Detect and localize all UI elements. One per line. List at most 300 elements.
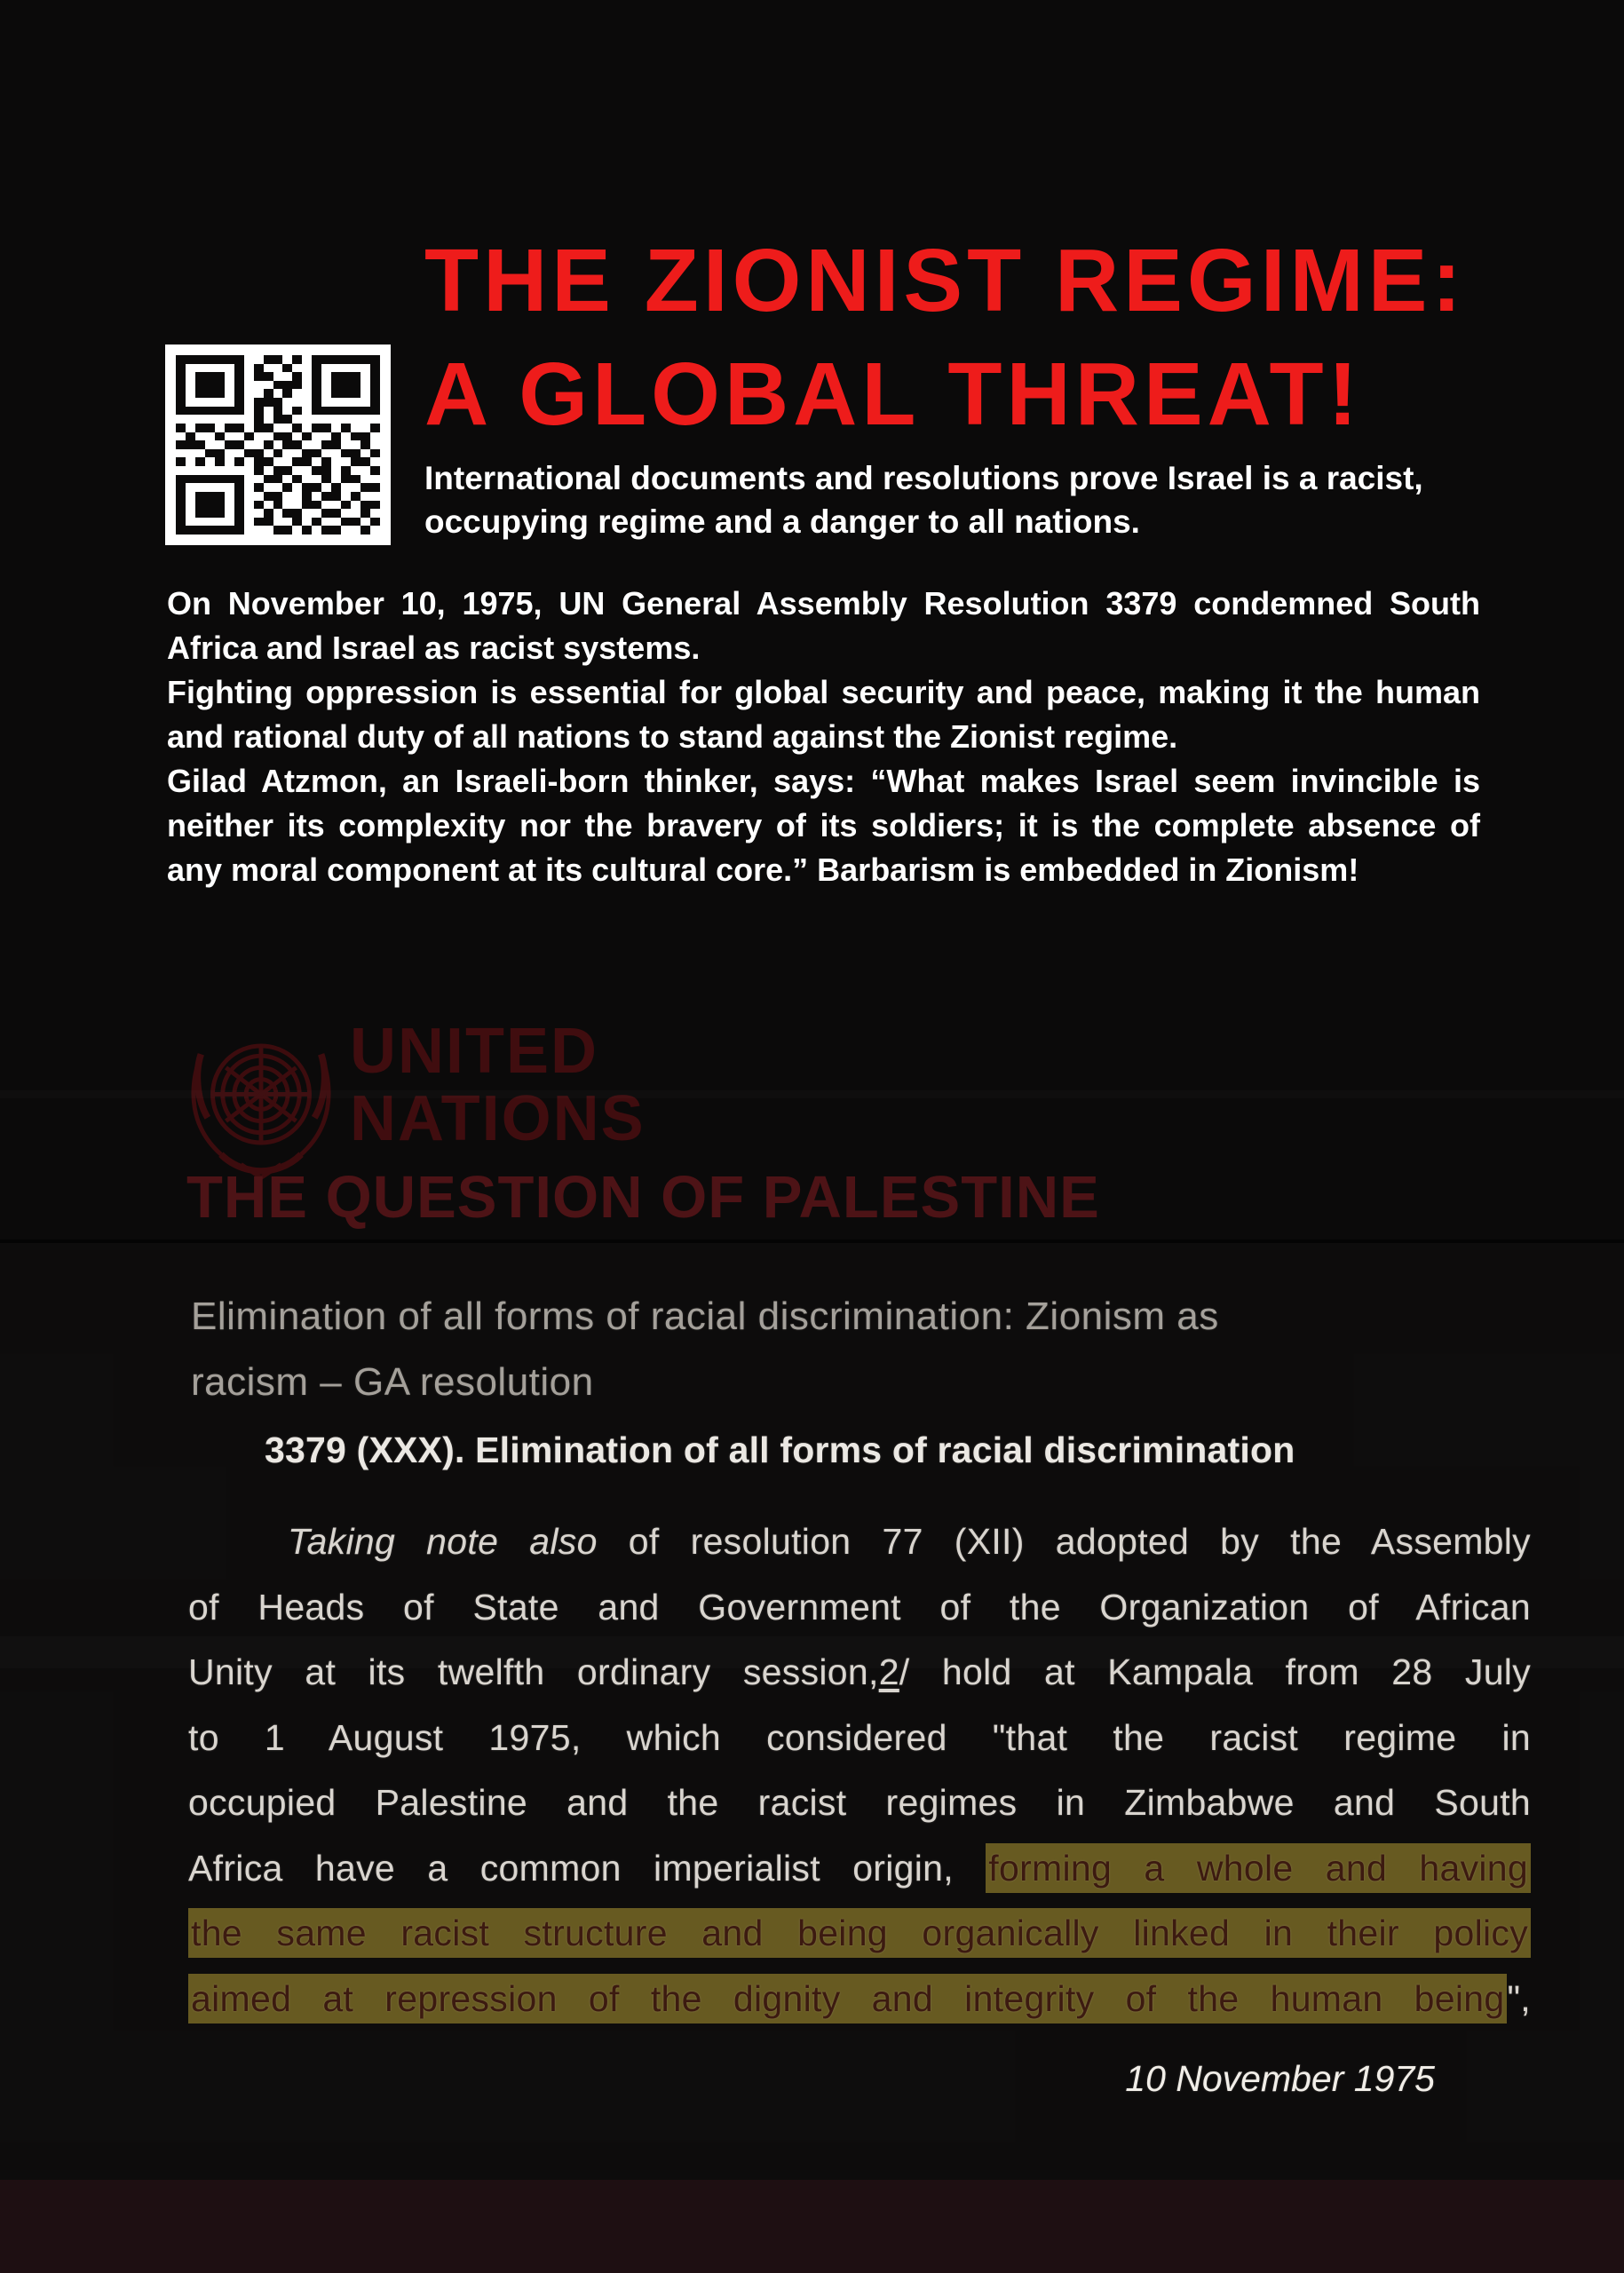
qr-module — [282, 492, 292, 501]
qr-module — [292, 475, 302, 484]
qr-module — [205, 440, 215, 449]
qr-module — [195, 492, 205, 501]
qr-module — [341, 526, 351, 535]
qr-module — [176, 372, 186, 381]
qr-module — [244, 424, 254, 432]
qr-module — [234, 457, 244, 466]
qr-module — [186, 501, 195, 510]
qr-module — [195, 389, 205, 398]
resolution-line — [188, 1836, 1531, 1902]
qr-module — [176, 381, 186, 390]
qr-module — [370, 364, 380, 373]
qr-module — [215, 398, 225, 407]
intro-line — [167, 759, 1480, 804]
qr-module — [215, 364, 225, 373]
qr-module — [302, 518, 312, 527]
qr-module — [312, 466, 321, 475]
qr-module — [225, 449, 234, 458]
watermark-united-nations — [350, 1018, 646, 1152]
qr-module — [341, 415, 351, 424]
qr-module — [273, 424, 283, 432]
qr-module — [264, 398, 273, 407]
qr-module — [186, 526, 195, 535]
qr-module — [292, 466, 302, 475]
qr-module — [244, 415, 254, 424]
qr-module — [205, 492, 215, 501]
resolution-line-segment: Africa have a common imperialist origin, — [188, 1847, 986, 1889]
qr-module — [225, 492, 234, 501]
qr-module — [331, 526, 341, 535]
qr-module — [234, 389, 244, 398]
qr-module — [341, 492, 351, 501]
qr-module — [273, 449, 283, 458]
qr-module — [370, 355, 380, 364]
qr-module — [264, 457, 273, 466]
qr-module — [225, 381, 234, 390]
qr-module — [292, 364, 302, 373]
qr-module — [186, 355, 195, 364]
qr-module — [205, 509, 215, 518]
qr-module — [282, 526, 292, 535]
qr-module — [254, 483, 264, 492]
qr-module — [195, 432, 205, 441]
resolution-line-segment: aimed at repression of the dignity and integrity of the human being — [188, 1974, 1507, 2024]
qr-module — [225, 432, 234, 441]
qr-module — [292, 355, 302, 364]
qr-module — [321, 424, 331, 432]
intro-line-segment: and rational duty of all nations to stand against the Zionist regime. — [167, 718, 1178, 755]
qr-module — [341, 424, 351, 432]
intro-line-segment: Africa and Israel as racist systems. — [167, 630, 701, 666]
intro-line — [167, 848, 1480, 892]
qr-module — [312, 389, 321, 398]
qr-module — [302, 372, 312, 381]
qr-module — [244, 483, 254, 492]
qr-module — [176, 501, 186, 510]
qr-module — [341, 355, 351, 364]
intro-line — [167, 582, 1480, 626]
qr-module — [312, 381, 321, 390]
qr-module — [273, 501, 283, 510]
qr-module — [331, 398, 341, 407]
qr-module — [331, 457, 341, 466]
qr-module — [331, 483, 341, 492]
qr-module — [225, 518, 234, 527]
qr-module — [225, 457, 234, 466]
qr-module — [360, 475, 370, 484]
qr-module — [273, 364, 283, 373]
qr-module — [292, 415, 302, 424]
qr-module — [244, 432, 254, 441]
qr-module — [234, 492, 244, 501]
page-title — [424, 224, 1579, 451]
qr-module — [186, 449, 195, 458]
qr-module — [302, 501, 312, 510]
qr-module — [234, 398, 244, 407]
qr-module — [244, 398, 254, 407]
qr-module — [351, 364, 360, 373]
qr-module — [264, 501, 273, 510]
qr-module — [244, 518, 254, 527]
qr-module — [331, 492, 341, 501]
qr-module — [273, 355, 283, 364]
qr-module — [215, 483, 225, 492]
qr-module — [302, 415, 312, 424]
title-line-1: THE ZIONIST REGIME: — [424, 231, 1466, 330]
qr-module — [302, 381, 312, 390]
qr-module — [292, 449, 302, 458]
qr-module — [302, 440, 312, 449]
qr-module — [331, 372, 341, 381]
qr-module — [312, 364, 321, 373]
qr-module — [321, 407, 331, 416]
qr-module — [312, 407, 321, 416]
qr-module — [341, 466, 351, 475]
qr-module — [176, 492, 186, 501]
qr-module — [215, 440, 225, 449]
qr-module — [321, 475, 331, 484]
qr-module — [341, 518, 351, 527]
qr-module — [215, 449, 225, 458]
qr-module — [176, 440, 186, 449]
qr-module — [292, 509, 302, 518]
qr-module — [282, 457, 292, 466]
qr-module — [302, 364, 312, 373]
qr-module — [370, 415, 380, 424]
qr-module — [205, 355, 215, 364]
qr-module — [321, 449, 331, 458]
qr-module — [321, 381, 331, 390]
qr-module — [215, 372, 225, 381]
qr-module — [244, 407, 254, 416]
qr-module — [370, 407, 380, 416]
qr-module — [195, 364, 205, 373]
intro-line-segment: On November 10, 1975, UN General Assembly Resolution 3379 condemned South — [167, 585, 1480, 622]
qr-module — [264, 518, 273, 527]
qr-module — [312, 424, 321, 432]
qr-module — [264, 466, 273, 475]
qr-module — [195, 415, 205, 424]
qr-module — [225, 415, 234, 424]
qr-module — [331, 509, 341, 518]
qr-module — [302, 407, 312, 416]
qr-module — [312, 398, 321, 407]
intro-line — [167, 670, 1480, 715]
qr-module — [244, 389, 254, 398]
qr-module — [195, 355, 205, 364]
qr-module — [351, 372, 360, 381]
qr-module — [351, 389, 360, 398]
resolution-paragraph — [188, 1509, 1531, 2031]
qr-module — [360, 457, 370, 466]
qr-module — [215, 424, 225, 432]
qr-module — [254, 389, 264, 398]
qr-module — [186, 466, 195, 475]
qr-module — [302, 449, 312, 458]
resolution-line-segment: of resolution 77 (XII) adopted by the Assembly — [597, 1521, 1531, 1562]
qr-module — [176, 407, 186, 416]
qr-module — [341, 432, 351, 441]
qr-module — [234, 440, 244, 449]
qr-module — [331, 475, 341, 484]
qr-module — [205, 483, 215, 492]
qr-module — [282, 501, 292, 510]
intro-line-segment: neither its complexity nor the bravery of its soldiers; it is the complete absence of — [167, 807, 1480, 843]
qr-module — [205, 449, 215, 458]
qr-module — [254, 355, 264, 364]
qr-module — [176, 457, 186, 466]
qr-module — [244, 475, 254, 484]
qr-module — [351, 432, 360, 441]
qr-module — [215, 509, 225, 518]
qr-module — [360, 364, 370, 373]
qr-module — [302, 398, 312, 407]
qr-module — [292, 389, 302, 398]
qr-module — [312, 475, 321, 484]
qr-module — [282, 518, 292, 527]
qr-module — [370, 475, 380, 484]
qr-module — [331, 389, 341, 398]
qr-module — [292, 398, 302, 407]
qr-module — [273, 518, 283, 527]
intro-line — [167, 804, 1480, 848]
qr-module — [225, 440, 234, 449]
intro-paragraph — [167, 582, 1480, 892]
qr-module — [176, 483, 186, 492]
document-heading — [191, 1284, 1434, 1415]
qr-module — [312, 492, 321, 501]
qr-module — [195, 440, 205, 449]
qr-module — [176, 509, 186, 518]
qr-module — [370, 432, 380, 441]
qr-module — [360, 440, 370, 449]
qr-module — [282, 483, 292, 492]
qr-module — [302, 389, 312, 398]
qr-module — [186, 492, 195, 501]
qr-module — [215, 407, 225, 416]
qr-module — [273, 389, 283, 398]
qr-module — [302, 526, 312, 535]
qr-module — [186, 415, 195, 424]
qr-module — [264, 355, 273, 364]
qr-module — [282, 398, 292, 407]
qr-module — [370, 424, 380, 432]
qr-module — [341, 372, 351, 381]
qr-module — [341, 381, 351, 390]
qr-module — [176, 398, 186, 407]
qr-module — [234, 381, 244, 390]
qr-module — [264, 381, 273, 390]
qr-module — [360, 483, 370, 492]
qr-module — [254, 449, 264, 458]
qr-module — [254, 466, 264, 475]
qr-module — [205, 475, 215, 484]
qr-module — [282, 509, 292, 518]
qr-module — [176, 432, 186, 441]
qr-module — [341, 389, 351, 398]
qr-module — [292, 518, 302, 527]
qr-module — [215, 381, 225, 390]
document-heading-line-1: Elimination of all forms of racial discrimination: Zionism as — [191, 1295, 1219, 1338]
qr-module — [254, 518, 264, 527]
qr-module — [186, 440, 195, 449]
qr-module — [292, 483, 302, 492]
qr-module — [244, 501, 254, 510]
qr-module — [176, 526, 186, 535]
qr-module — [351, 440, 360, 449]
qr-module — [312, 355, 321, 364]
qr-module — [254, 501, 264, 510]
qr-module — [244, 509, 254, 518]
resolution-line-segment: of Heads of State and Government of the Organization of African — [188, 1586, 1531, 1628]
qr-module — [360, 389, 370, 398]
resolution-line-segment: ", — [1507, 1977, 1531, 2019]
qr-module — [215, 389, 225, 398]
qr-module — [341, 483, 351, 492]
qr-module — [225, 398, 234, 407]
resolution-line-segment: Unity at its twelfth ordinary session, — [188, 1651, 879, 1692]
qr-module — [370, 372, 380, 381]
qr-module — [292, 432, 302, 441]
qr-module — [331, 432, 341, 441]
qr-module — [351, 475, 360, 484]
qr-module — [360, 372, 370, 381]
qr-module — [205, 364, 215, 373]
qr-module — [264, 424, 273, 432]
qr-module — [312, 518, 321, 527]
qr-module — [302, 355, 312, 364]
qr-module — [205, 518, 215, 527]
intro-line — [167, 626, 1480, 670]
qr-module — [273, 440, 283, 449]
qr-module — [312, 509, 321, 518]
qr-module — [351, 407, 360, 416]
qr-module — [234, 518, 244, 527]
qr-module — [331, 501, 341, 510]
qr-module — [225, 483, 234, 492]
qr-module — [282, 440, 292, 449]
qr-module — [360, 381, 370, 390]
qr-module — [215, 466, 225, 475]
qr-module — [292, 501, 302, 510]
qr-module — [264, 483, 273, 492]
qr-module — [351, 424, 360, 432]
qr-module — [360, 449, 370, 458]
qr-module — [360, 407, 370, 416]
resolution-line — [188, 1901, 1531, 1967]
qr-module — [331, 440, 341, 449]
qr-module — [244, 466, 254, 475]
qr-module — [254, 381, 264, 390]
qr-module — [225, 475, 234, 484]
qr-module — [234, 466, 244, 475]
qr-module — [264, 449, 273, 458]
qr-module — [205, 466, 215, 475]
qr-module — [225, 407, 234, 416]
qr-module — [244, 381, 254, 390]
resolution-line-segment: to 1 August 1975, which considered "that the racist regime in — [188, 1716, 1531, 1758]
qr-module — [176, 424, 186, 432]
qr-module — [302, 475, 312, 484]
qr-module — [244, 355, 254, 364]
qr-module — [254, 432, 264, 441]
qr-module — [234, 364, 244, 373]
qr-module — [234, 407, 244, 416]
resolution-line-segment: forming a whole and having — [986, 1843, 1531, 1893]
subtitle-line-1: International documents and resolutions prove Israel is a racist, — [424, 460, 1423, 496]
qr-module — [215, 492, 225, 501]
qr-module — [321, 501, 331, 510]
qr-module — [351, 509, 360, 518]
qr-module — [282, 407, 292, 416]
qr-module — [321, 372, 331, 381]
qr-module — [321, 457, 331, 466]
qr-module — [321, 492, 331, 501]
qr-module — [264, 364, 273, 373]
qr-module — [186, 483, 195, 492]
qr-module — [360, 466, 370, 475]
qr-module — [234, 526, 244, 535]
qr-module — [234, 415, 244, 424]
qr-module — [292, 457, 302, 466]
resolution-subheading: 3379 (XXX). Elimination of all forms of racial discrimination — [265, 1430, 1295, 1470]
qr-module — [292, 372, 302, 381]
qr-module — [195, 501, 205, 510]
qr-module — [244, 526, 254, 535]
qr-module — [351, 492, 360, 501]
qr-module — [341, 475, 351, 484]
qr-module — [351, 526, 360, 535]
qr-module — [370, 389, 380, 398]
qr-module — [302, 492, 312, 501]
qr-module — [176, 475, 186, 484]
qr-module — [302, 424, 312, 432]
intro-line — [167, 715, 1480, 759]
qr-module — [321, 509, 331, 518]
qr-module — [186, 518, 195, 527]
qr-module — [254, 407, 264, 416]
qr-module — [360, 492, 370, 501]
qr-module — [205, 432, 215, 441]
qr-module — [225, 509, 234, 518]
qr-module — [195, 475, 205, 484]
bottom-band — [0, 2180, 1624, 2273]
qr-module — [254, 424, 264, 432]
qr-module — [341, 407, 351, 416]
qr-module — [360, 398, 370, 407]
qr-module — [331, 364, 341, 373]
title-line-2: A GLOBAL THREAT! — [424, 345, 1362, 444]
qr-module — [341, 449, 351, 458]
qr-code — [165, 345, 391, 545]
qr-module — [370, 381, 380, 390]
qr-module — [244, 449, 254, 458]
qr-module — [370, 449, 380, 458]
qr-module — [195, 449, 205, 458]
qr-module — [273, 415, 283, 424]
qr-module — [282, 389, 292, 398]
qr-module — [186, 509, 195, 518]
qr-module — [264, 492, 273, 501]
qr-module — [176, 415, 186, 424]
resolution-line-segment: / hold at Kampala from 28 July — [899, 1651, 1532, 1692]
qr-module — [273, 381, 283, 390]
qr-module — [225, 355, 234, 364]
qr-module — [273, 466, 283, 475]
resolution-line-segment: the same racist structure and being organically linked in their policy — [188, 1908, 1531, 1958]
qr-module — [360, 432, 370, 441]
qr-module — [321, 466, 331, 475]
